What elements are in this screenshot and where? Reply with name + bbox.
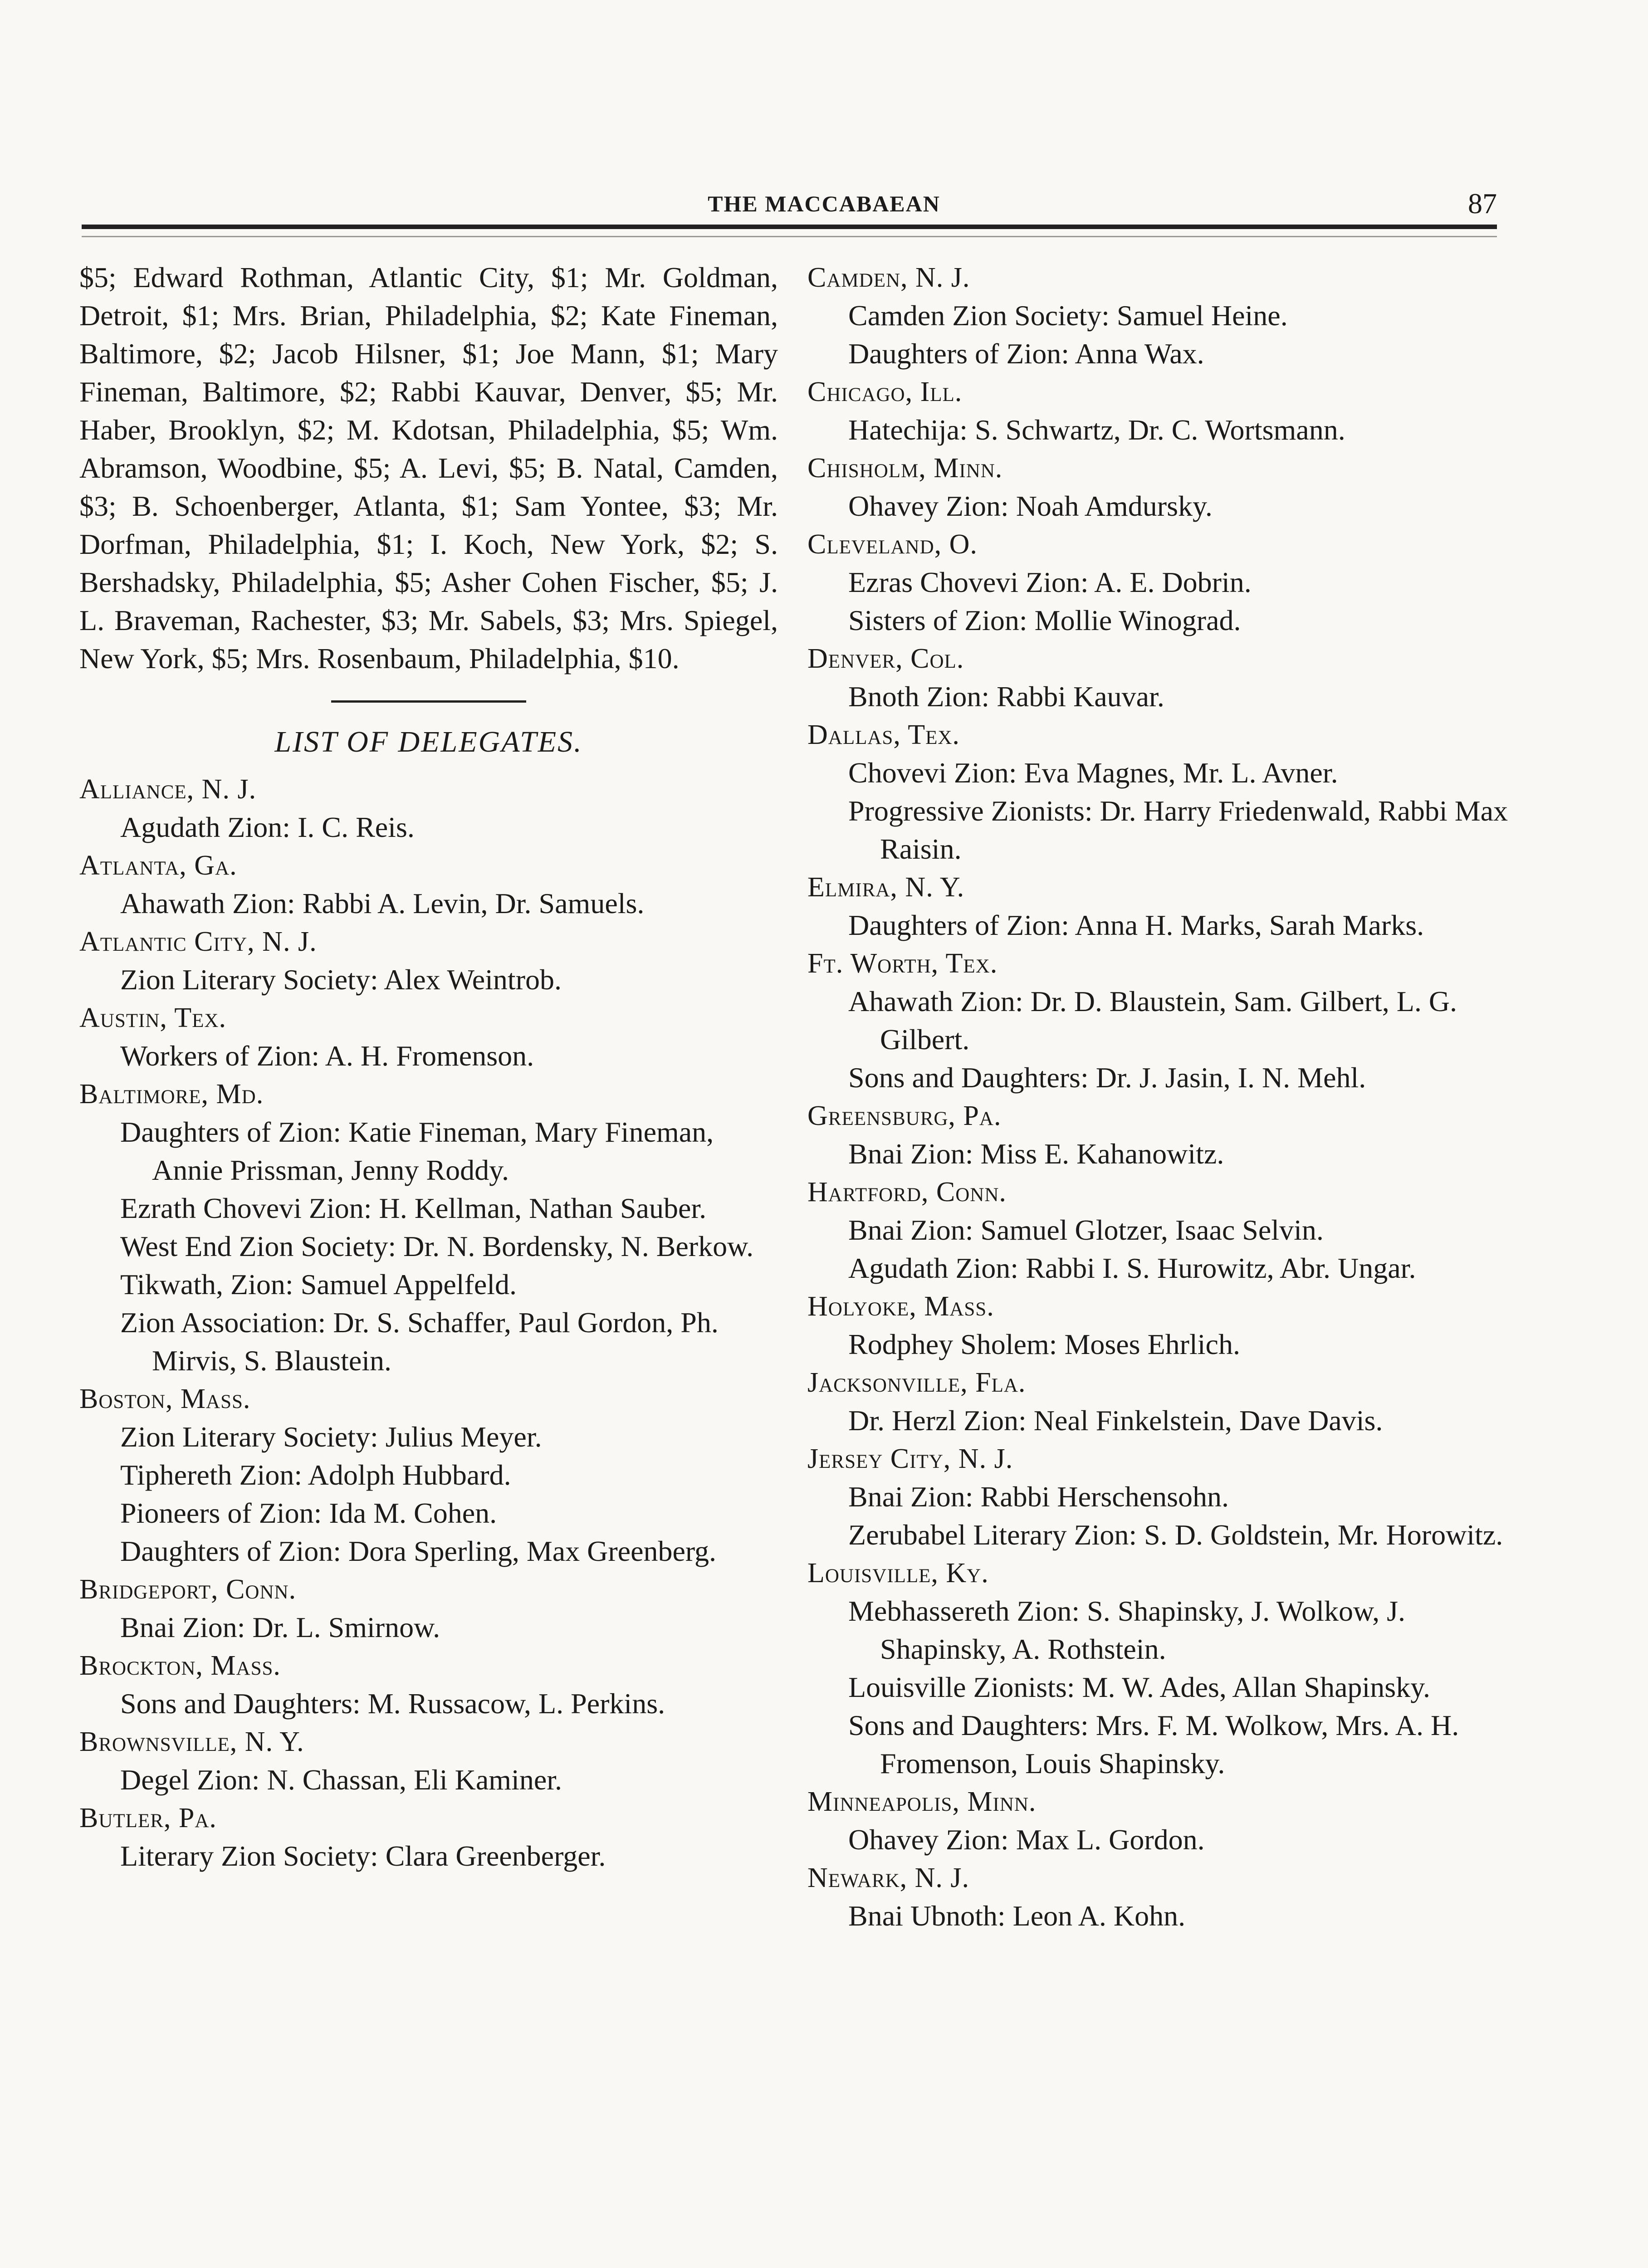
delegate-entry: Sons and Daughters: M. Russacow, L. Perkins. <box>120 1687 665 1720</box>
delegate-entry: Sisters of Zion: Mollie Winograd. <box>848 604 1241 636</box>
page-number: 87 <box>1468 187 1497 220</box>
delegate-entry: Bnoth Zion: Rabbi Kauvar. <box>848 680 1164 713</box>
city-heading: Chisholm, Minn. <box>807 453 1003 484</box>
section-divider <box>331 700 526 703</box>
city-heading: Denver, Col. <box>807 643 964 674</box>
header-rule-thin <box>82 236 1497 237</box>
left-delegate-list <box>79 770 778 1875</box>
delegate-entry: Bnai Zion: Miss E. Kahanowitz. <box>848 1138 1224 1170</box>
city-heading: Alliance, N. J. <box>79 774 257 805</box>
delegate-entry: Louisville Zionists: M. W. Ades, Allan Shapinsky. <box>848 1671 1431 1703</box>
delegate-entry: Bnai Zion: Rabbi Herschensohn. <box>848 1481 1229 1513</box>
right-column <box>807 259 1515 1935</box>
city-heading: Atlantic City, N. J. <box>79 926 317 957</box>
delegate-entry: Literary Zion Society: Clara Greenberger. <box>120 1840 606 1872</box>
city-heading: Greensburg, Pa. <box>807 1100 1002 1131</box>
delegate-entry: Daughters of Zion: Anna Wax. <box>848 337 1204 370</box>
city-heading: Brownsville, N. Y. <box>79 1726 304 1757</box>
city-heading: Brockton, Mass. <box>79 1650 281 1681</box>
delegate-entry: Progressive Zionists: Dr. Harry Friedenwald, Rabbi Max Raisin. <box>848 795 1508 865</box>
city-heading: Minneapolis, Minn. <box>807 1786 1037 1817</box>
right-delegate-list <box>807 259 1515 1935</box>
delegate-entry: Daughters of Zion: Anna H. Marks, Sarah Marks. <box>848 909 1424 941</box>
delegate-entry: Zion Literary Society: Julius Meyer. <box>120 1421 542 1453</box>
donations-paragraph: $5; Edward Rothman, Atlantic City, $1; Mr. Goldman, Detroit, $1; Mrs. Brian, Philadelphia, $2; Kate Fineman, Baltimore, $2; Jacob Hilsner, $1; Joe Mann, $1; Mary Fineman, Baltimore, $2; Rabbi Kauvar, Denver, $5; Mr. Haber, Brooklyn, $2; M. Kdotsan, Philadelphia, $5; Wm. Abramson, Woodbine, $5; A. Levi, $5; B. Natal, Camden, $3; B. Schoenberger, Atlanta, $1; Sam Yontee, $3; Mr. Dorfman, Philadelphia, $1; I. Koch, New York, $2; S. Bershadsky, Philadelphia, $5; Asher Cohen Fischer, $5; J. L. Braveman, Rachester, $3; Mr. Sabels, $3; Mrs. Spiegel, New York, $5; Mrs. Rosenbaum, Philadelphia, $10. <box>79 261 778 675</box>
list-heading: LIST OF DELEGATES. <box>274 725 583 758</box>
city-heading: Bridgeport, Conn. <box>79 1574 297 1605</box>
delegate-entry: Bnai Ubnoth: Leon A. Kohn. <box>848 1900 1186 1932</box>
city-heading: Baltimore, Md. <box>79 1079 264 1110</box>
delegate-entry: Tikwath, Zion: Samuel Appelfeld. <box>120 1268 517 1300</box>
city-heading: Holyoke, Mass. <box>807 1291 994 1322</box>
delegate-entry: Tiphereth Zion: Adolph Hubbard. <box>120 1459 511 1491</box>
city-heading: Dallas, Tex. <box>807 719 960 750</box>
delegate-entry: Ohavey Zion: Max L. Gordon. <box>848 1823 1205 1856</box>
city-heading: Ft. Worth, Tex. <box>807 948 998 979</box>
city-heading: Austin, Tex. <box>79 1002 226 1033</box>
delegate-entry: Zion Association: Dr. S. Schaffer, Paul Gordon, Ph. Mirvis, S. Blaustein. <box>120 1306 719 1377</box>
delegate-entry: Bnai Zion: Samuel Glotzer, Isaac Selvin. <box>848 1214 1324 1246</box>
delegate-entry: Zion Literary Society: Alex Weintrob. <box>120 963 562 996</box>
delegate-entry: Chovevi Zion: Eva Magnes, Mr. L. Avner. <box>848 757 1338 789</box>
city-heading: Camden, N. J. <box>807 262 970 293</box>
city-heading: Newark, N. J. <box>807 1862 970 1893</box>
city-heading: Elmira, N. Y. <box>807 872 965 903</box>
city-heading: Hartford, Conn. <box>807 1177 1007 1207</box>
delegate-entry: Sons and Daughters: Mrs. F. M. Wolkow, Mrs. A. H. Fromenson, Louis Shapinsky. <box>848 1709 1459 1779</box>
delegate-entry: Daughters of Zion: Katie Fineman, Mary Fineman, Annie Prissman, Jenny Roddy. <box>120 1116 714 1186</box>
delegate-entry: Sons and Daughters: Dr. J. Jasin, I. N. Mehl. <box>848 1061 1366 1094</box>
city-heading: Chicago, Ill. <box>807 376 963 407</box>
city-heading: Jacksonville, Fla. <box>807 1367 1026 1398</box>
header-rule <box>82 225 1497 229</box>
delegate-entry: Ezras Chovevi Zion: A. E. Dobrin. <box>848 566 1252 598</box>
delegate-entry: Ohavey Zion: Noah Amdursky. <box>848 490 1213 522</box>
delegate-entry: Daughters of Zion: Dora Sperling, Max Greenberg. <box>120 1535 717 1567</box>
delegate-entry: Bnai Zion: Dr. L. Smirnow. <box>120 1611 440 1643</box>
city-heading: Louisville, Ky. <box>807 1558 989 1589</box>
left-column <box>79 259 778 1875</box>
delegate-entry: Camden Zion Society: Samuel Heine. <box>848 299 1288 332</box>
city-heading: Atlanta, Ga. <box>79 850 237 881</box>
delegate-entry: Dr. Herzl Zion: Neal Finkelstein, Dave Davis. <box>848 1404 1383 1437</box>
delegate-entry: Pioneers of Zion: Ida M. Cohen. <box>120 1497 497 1529</box>
delegate-entry: West End Zion Society: Dr. N. Bordensky, N. Berkow. <box>120 1230 754 1262</box>
running-header: THE MACCABAEAN <box>708 191 940 216</box>
delegate-entry: Zerubabel Literary Zion: S. D. Goldstein, Mr. Horowitz. <box>848 1519 1503 1551</box>
delegate-entry: Agudath Zion: Rabbi I. S. Hurowitz, Abr. Ungar. <box>848 1252 1416 1284</box>
delegate-entry: Hatechija: S. Schwartz, Dr. C. Wortsmann. <box>848 414 1345 446</box>
delegate-entry: Ahawath Zion: Dr. D. Blaustein, Sam. Gilbert, L. G. Gilbert. <box>848 985 1457 1056</box>
city-heading: Cleveland, O. <box>807 529 978 560</box>
delegate-entry: Mebhassereth Zion: S. Shapinsky, J. Wolkow, J. Shapinsky, A. Rothstein. <box>848 1595 1405 1665</box>
delegate-entry: Ezrath Chovevi Zion: H. Kellman, Nathan Sauber. <box>120 1192 707 1224</box>
city-heading: Jersey City, N. J. <box>807 1443 1013 1474</box>
delegate-entry: Degel Zion: N. Chassan, Eli Kaminer. <box>120 1764 562 1796</box>
city-heading: Butler, Pa. <box>79 1803 217 1833</box>
delegate-entry: Ahawath Zion: Rabbi A. Levin, Dr. Samuels. <box>120 887 645 919</box>
city-heading: Boston, Mass. <box>79 1383 251 1414</box>
delegate-entry: Workers of Zion: A. H. Fromenson. <box>120 1040 534 1072</box>
delegate-entry: Rodphey Sholem: Moses Ehrlich. <box>848 1328 1240 1360</box>
delegate-entry: Agudath Zion: I. C. Reis. <box>120 811 415 843</box>
